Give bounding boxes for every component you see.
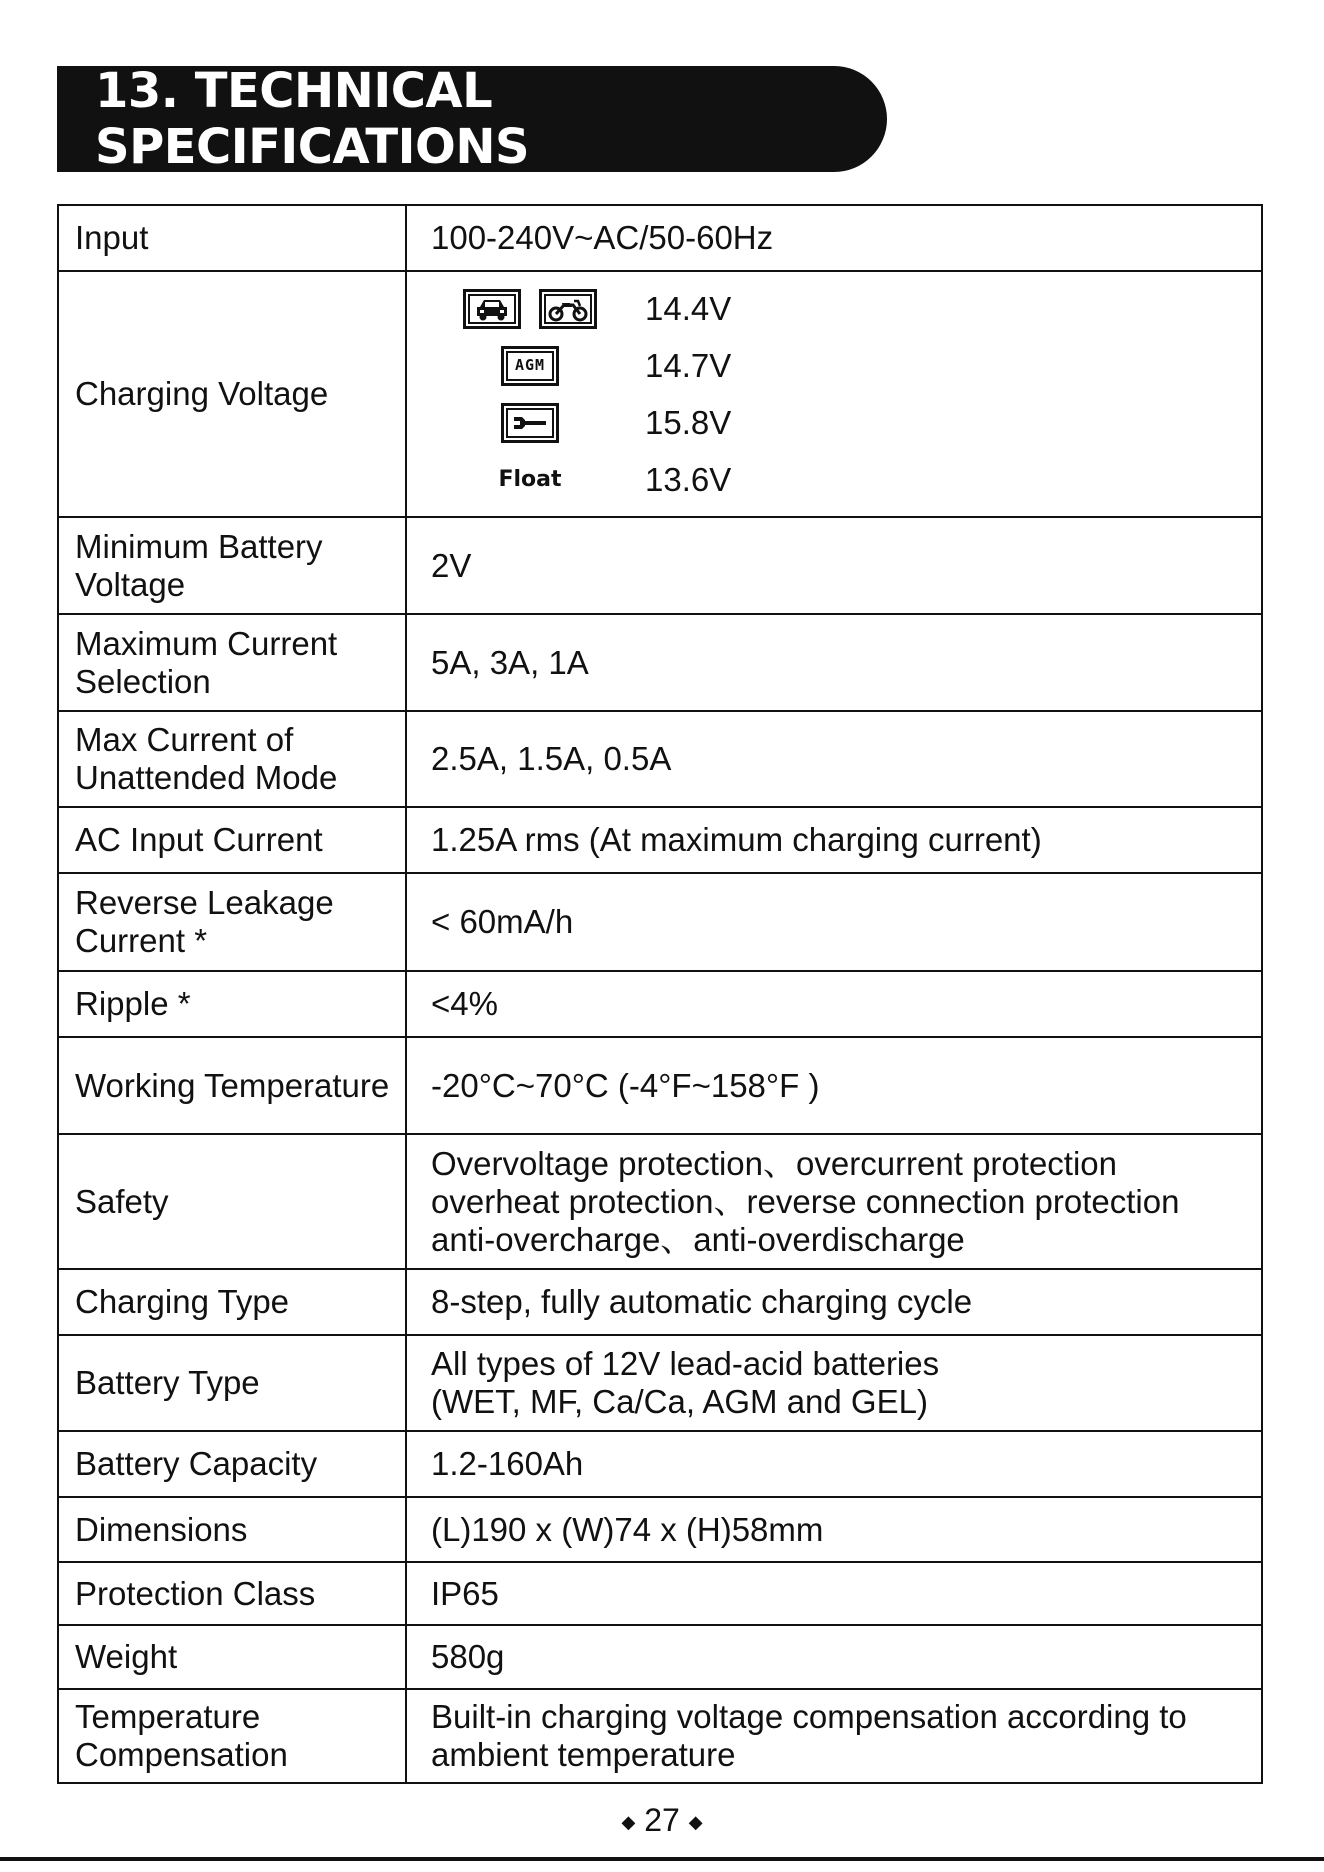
spec-label: Charging Type: [58, 1269, 406, 1335]
agm-icon-label: AGM: [514, 356, 546, 374]
section-heading: 13. TECHNICAL SPECIFICATIONS: [57, 66, 887, 172]
spec-value: 2.5A, 1.5A, 0.5A: [406, 711, 1262, 807]
table-row: [58, 1689, 1262, 1783]
value-line: anti-overcharge、anti-overdischarge: [431, 1220, 965, 1258]
table-row: [58, 1269, 1262, 1335]
charging-mode-row: [415, 451, 1245, 508]
value-line: (WET, MF, Ca/Ca, AGM and GEL): [431, 1383, 928, 1420]
charging-voltage-list: [406, 271, 1262, 517]
spec-value: 8-step, fully automatic charging cycle: [406, 1269, 1262, 1335]
table-row: [58, 1335, 1262, 1431]
bullet-icon: ◆: [688, 1812, 703, 1833]
spec-label: Battery Type: [58, 1335, 406, 1431]
spec-value: [406, 1689, 1262, 1783]
spec-value: 1.25A rms (At maximum charging current): [406, 807, 1262, 873]
spec-label: AC Input Current: [58, 807, 406, 873]
spec-value: 5A, 3A, 1A: [406, 614, 1262, 711]
charging-mode-row: [415, 337, 1245, 394]
float-mode-label: Float: [498, 466, 562, 492]
spec-label: Charging Voltage: [58, 271, 406, 517]
spec-value: < 60mA/h: [406, 873, 1262, 971]
table-row: [58, 1497, 1262, 1562]
table-row: [58, 1431, 1262, 1497]
wrench-icon: [501, 403, 559, 443]
spec-label: Minimum Battery Voltage: [58, 517, 406, 614]
spec-label: Input: [58, 205, 406, 271]
spec-value: (L)190 x (W)74 x (H)58mm: [406, 1497, 1262, 1562]
spec-label: Ripple *: [58, 971, 406, 1037]
value-line: All types of 12V lead-acid batteries: [431, 1345, 940, 1382]
charging-voltage-value: 13.6V: [645, 460, 732, 498]
spec-table: [57, 204, 1263, 1784]
table-row: [58, 205, 1262, 271]
table-row: [58, 807, 1262, 873]
spec-value: 2V: [406, 517, 1262, 614]
spec-label: Weight: [58, 1625, 406, 1689]
value-line: ambient temperature: [431, 1736, 736, 1773]
motorcycle-icon: [539, 289, 597, 329]
table-row: [58, 971, 1262, 1037]
spec-label: Maximum Current Selection: [58, 614, 406, 711]
spec-label: Max Current of Unattended Mode: [58, 711, 406, 807]
charging-voltage-value: 15.8V: [645, 403, 732, 441]
spec-value: IP65: [406, 1562, 1262, 1625]
spec-value: [406, 1134, 1262, 1269]
spec-label: Dimensions: [58, 1497, 406, 1562]
table-row: [58, 873, 1262, 971]
table-row: [58, 271, 1262, 517]
value-line: overheat protection、reverse connection protection: [431, 1182, 1180, 1220]
spec-value: 100-240V~AC/50-60Hz: [406, 205, 1262, 271]
agm-icon: [501, 346, 559, 386]
page-number-value: 27: [644, 1802, 680, 1838]
value-line: Built-in charging voltage compensation according to: [431, 1698, 1187, 1735]
table-row: [58, 711, 1262, 807]
bottom-rule: [0, 1857, 1324, 1861]
charging-mode-row: [415, 280, 1245, 337]
spec-value: [406, 1335, 1262, 1431]
spec-label: Protection Class: [58, 1562, 406, 1625]
value-line: Overvoltage protection、overcurrent protection: [431, 1144, 1118, 1182]
car-icon: [463, 289, 521, 329]
spec-label: Reverse Leakage Current *: [58, 873, 406, 971]
charging-voltage-value: 14.4V: [645, 289, 732, 327]
table-row: [58, 517, 1262, 614]
table-row: [58, 1037, 1262, 1134]
spec-value: 1.2-160Ah: [406, 1431, 1262, 1497]
charging-voltage-value: 14.7V: [645, 346, 732, 384]
bullet-icon: ◆: [621, 1812, 636, 1833]
spec-label: Battery Capacity: [58, 1431, 406, 1497]
table-row: [58, 1134, 1262, 1269]
spec-label: Temperature Compensation: [58, 1689, 406, 1783]
spec-label: Working Temperature: [58, 1037, 406, 1134]
table-row: [58, 1562, 1262, 1625]
spec-label: Safety: [58, 1134, 406, 1269]
page-number: [0, 1802, 1324, 1839]
spec-value: 580g: [406, 1625, 1262, 1689]
charging-mode-row: [415, 394, 1245, 451]
table-row: [58, 614, 1262, 711]
spec-value: <4%: [406, 971, 1262, 1037]
table-row: [58, 1625, 1262, 1689]
spec-value: -20°C~70°C (-4°F~158°F ): [406, 1037, 1262, 1134]
